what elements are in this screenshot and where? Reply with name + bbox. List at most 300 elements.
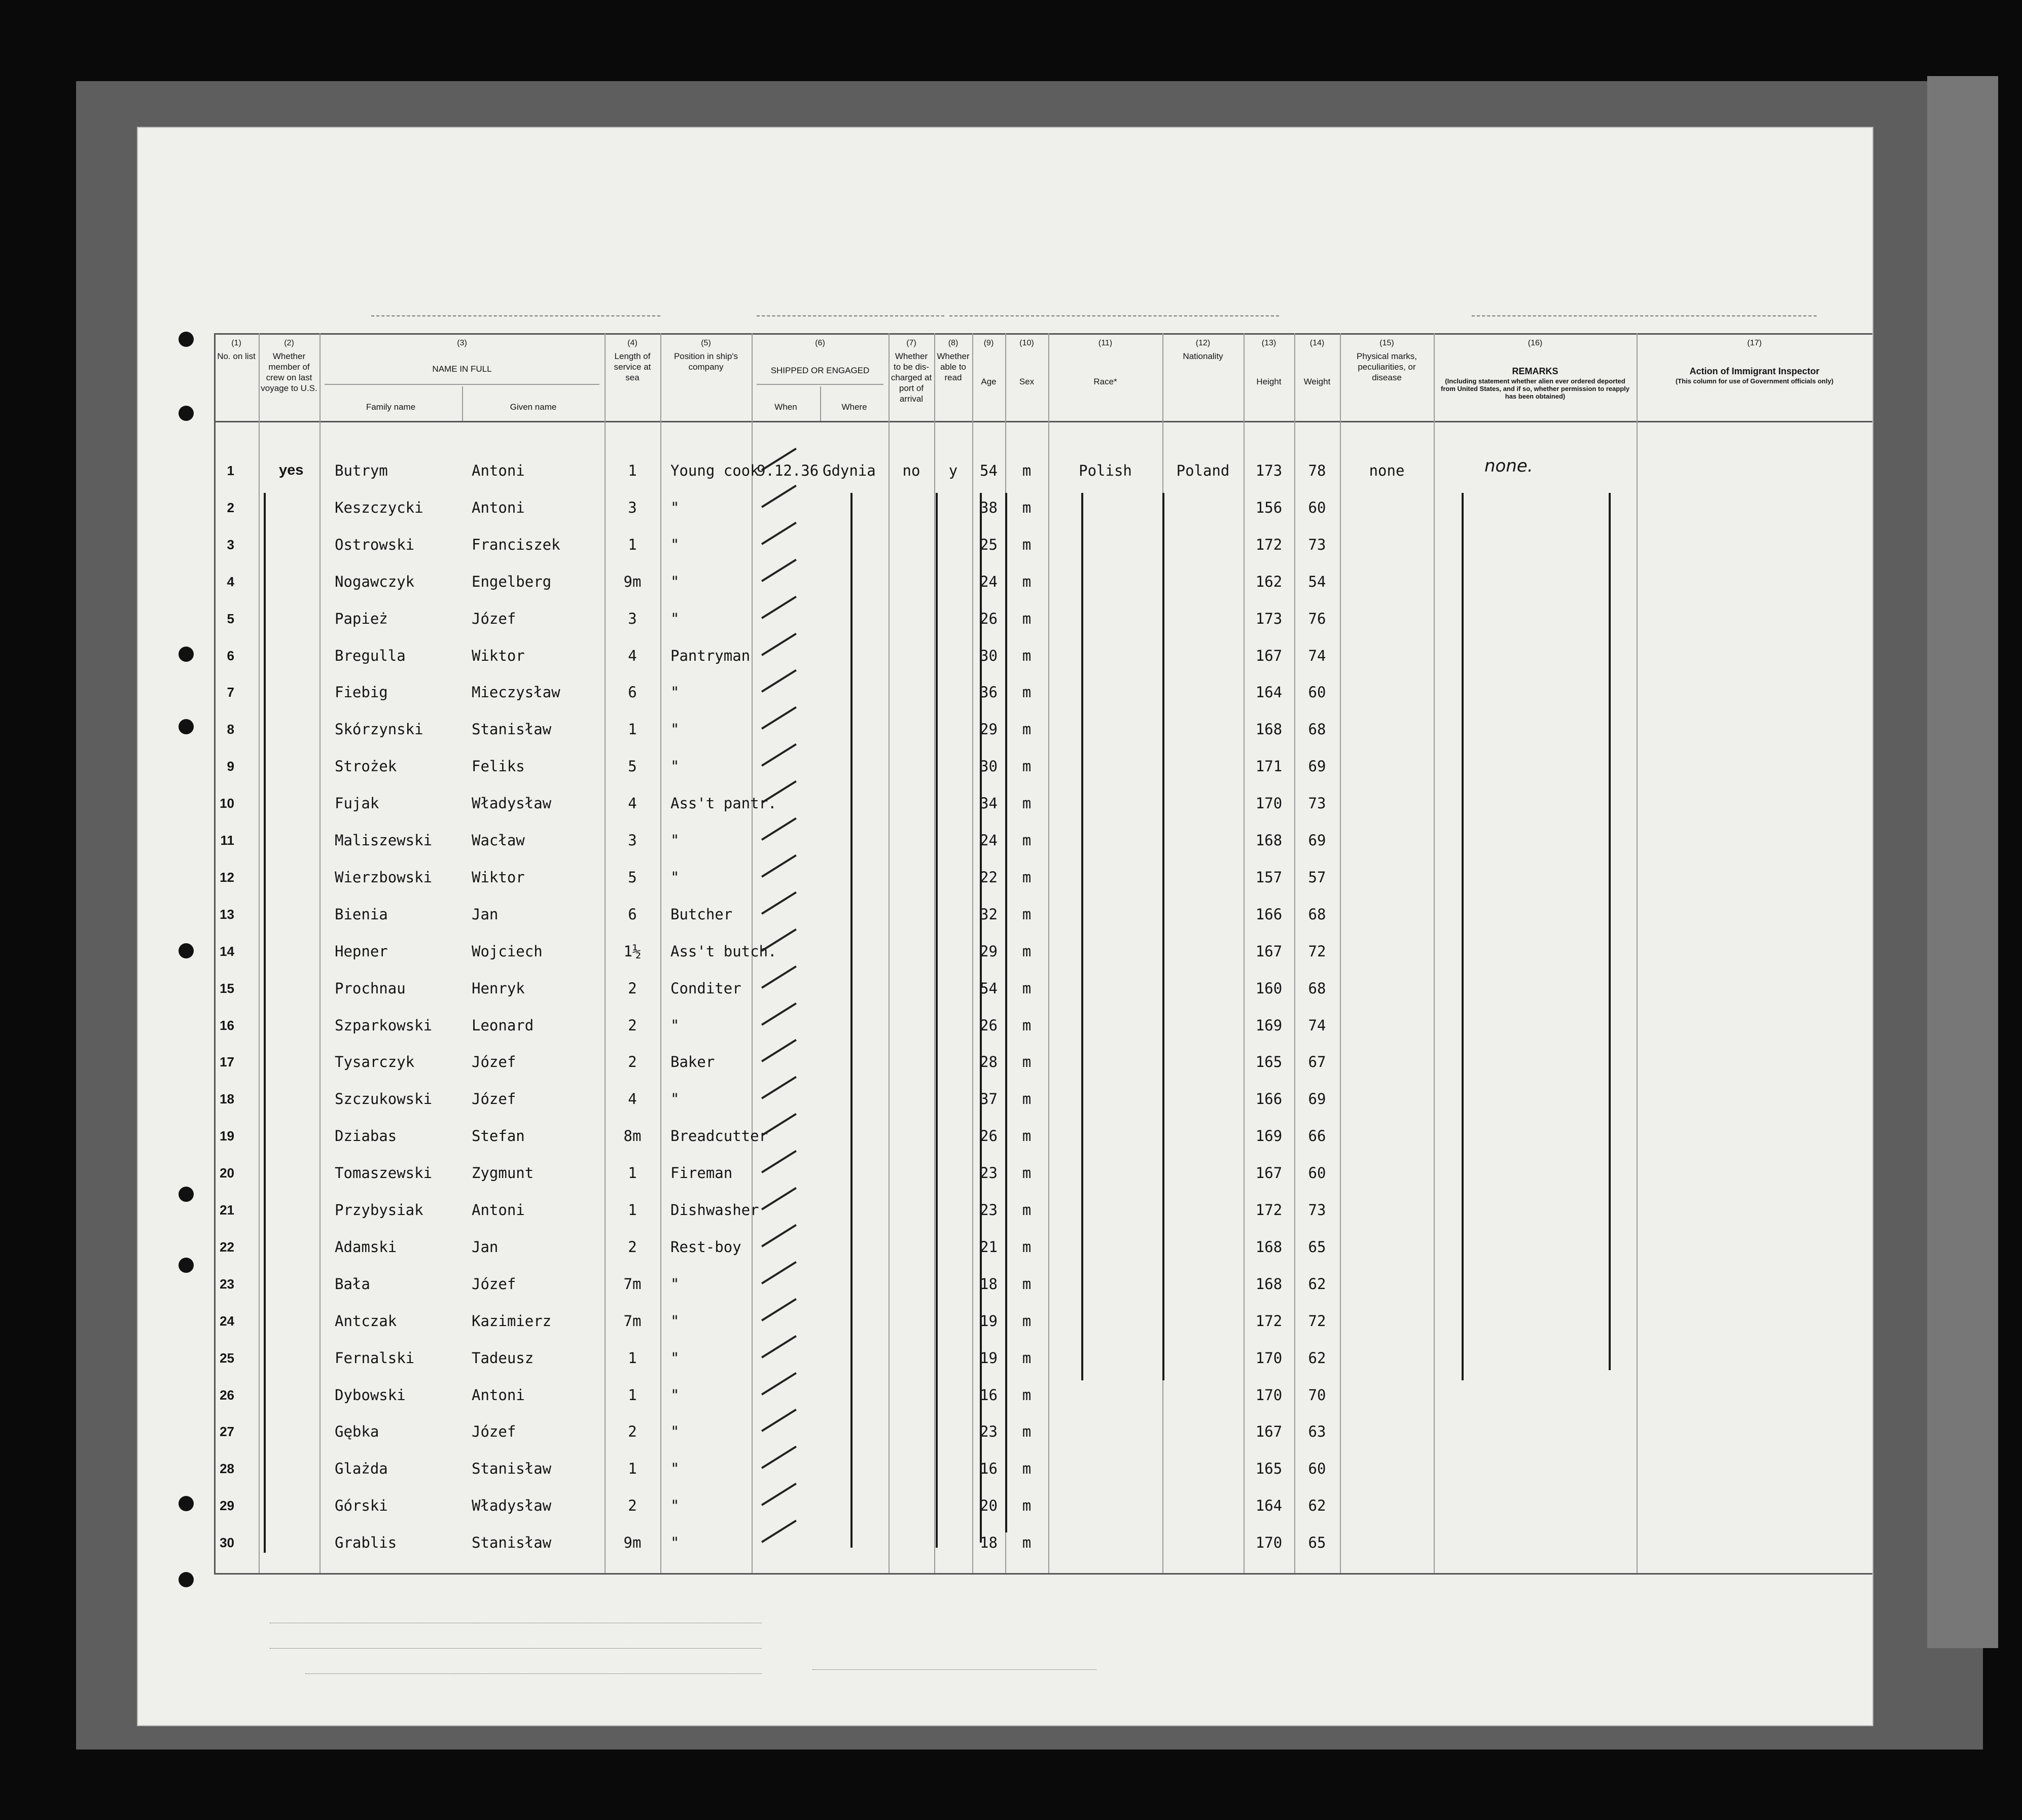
cell-position: "	[670, 758, 680, 775]
table-top-rule	[214, 333, 1872, 335]
cell-height: 160	[1255, 979, 1283, 997]
cell-sex: m	[1022, 1497, 1032, 1515]
cell-age: 29	[980, 721, 998, 738]
cell-sex: m	[1022, 1201, 1032, 1219]
column-divider	[1637, 333, 1638, 1573]
cell-height: 170	[1255, 1534, 1283, 1552]
column-header: Action of Immigrant Inspector	[1689, 366, 1820, 376]
cell-service: 6	[628, 905, 637, 923]
cell-height: 167	[1255, 647, 1283, 664]
cell-given: Henryk	[472, 979, 525, 997]
signature-line	[812, 1669, 1096, 1670]
cell-position: "	[670, 1090, 680, 1108]
service-check-mark	[761, 966, 797, 989]
cell-sex: m	[1022, 610, 1032, 627]
cell-height: 169	[1255, 1127, 1283, 1145]
cell-sex: m	[1022, 1238, 1032, 1256]
column-number: (10)	[1019, 339, 1034, 347]
cell-service: 4	[628, 795, 637, 812]
cell-age: 23	[980, 1201, 998, 1219]
column-number: (8)	[948, 339, 959, 347]
vessel-underline	[371, 315, 660, 316]
cell-weight: 65	[1308, 1534, 1326, 1552]
column-number: (12)	[1195, 339, 1211, 347]
cell-family: Bienia	[335, 905, 388, 923]
cell-position: Pantryman	[670, 647, 751, 664]
cell-age: 23	[980, 1164, 998, 1182]
cell-given: Józef	[472, 1423, 516, 1441]
column-header: Weight	[1303, 377, 1331, 386]
cell-position: "	[670, 868, 680, 886]
column-header: No. on list	[217, 351, 256, 361]
cell-weight: 67	[1308, 1053, 1326, 1071]
cell-weight: 69	[1308, 832, 1326, 849]
cell-family: Fernalski	[335, 1349, 415, 1367]
cell-family: Antczak	[335, 1312, 397, 1330]
ditto-line	[1462, 493, 1464, 1380]
column-number: (14)	[1309, 339, 1325, 347]
cell-position: "	[670, 684, 680, 701]
cell-given: Stefan	[472, 1127, 525, 1145]
cell-age: 38	[980, 498, 998, 516]
service-check-mark	[761, 743, 797, 767]
cell-age: 23	[980, 1423, 998, 1441]
cell-weight: 57	[1308, 868, 1326, 886]
cell-height: 173	[1255, 462, 1283, 479]
cell-age: 16	[980, 1386, 998, 1404]
cell-sex: m	[1022, 758, 1032, 775]
cell-height: 172	[1255, 1312, 1283, 1330]
cell-sex: m	[1022, 536, 1032, 553]
column-number: (11)	[1098, 339, 1113, 347]
service-check-mark	[761, 817, 797, 841]
owners-field	[270, 1648, 762, 1649]
cell-weight: 68	[1308, 721, 1326, 738]
column-divider	[1434, 333, 1435, 1573]
cell-family: Szparkowski	[335, 1016, 433, 1034]
cell-weight: 63	[1308, 1423, 1326, 1441]
cell-weight: 74	[1308, 1016, 1326, 1034]
cell-service: 3	[628, 610, 637, 627]
cell-family: Maliszewski	[335, 832, 433, 849]
cell-given: Jan	[472, 1238, 499, 1256]
cell-family: Adamski	[335, 1238, 397, 1256]
service-check-mark	[761, 632, 797, 656]
cell-service: 7m	[623, 1312, 642, 1330]
cell-position: "	[670, 1016, 680, 1034]
table-header-rule	[214, 421, 1872, 422]
cell-height: 172	[1255, 536, 1283, 553]
row-number: 28	[220, 1461, 234, 1477]
cell-weight: 72	[1308, 942, 1326, 960]
cell-sex: m	[1022, 1127, 1032, 1145]
service-check-mark	[761, 596, 797, 619]
cell-age: 21	[980, 1238, 998, 1256]
cell-sex: m	[1022, 1312, 1032, 1330]
column-header: Nationality	[1183, 351, 1223, 361]
cell-sex: m	[1022, 1164, 1032, 1182]
cell-family: Górski	[335, 1497, 388, 1515]
cell-position: "	[670, 832, 680, 849]
service-check-mark	[761, 1150, 797, 1173]
row-number: 6	[227, 648, 234, 663]
cell-remarks: none.	[1484, 456, 1533, 476]
cell-sex: m	[1022, 1349, 1032, 1367]
punch-hole	[179, 406, 194, 421]
cell-service: 5	[628, 758, 637, 775]
cell-age: 24	[980, 573, 998, 590]
row-number: 27	[220, 1424, 234, 1440]
cell-height: 167	[1255, 1423, 1283, 1441]
cell-family: Bregulla	[335, 647, 406, 664]
cell-position: Young cook	[670, 462, 759, 479]
cell-position: "	[670, 1349, 680, 1367]
cell-height: 171	[1255, 758, 1283, 775]
cell-height: 164	[1255, 1497, 1283, 1515]
cell-family: Prochnau	[335, 979, 406, 997]
column-divider	[259, 333, 260, 1573]
cell-family: Bała	[335, 1275, 370, 1293]
cell-weight: 68	[1308, 905, 1326, 923]
cell-sex: m	[1022, 942, 1032, 960]
cell-family: Strożek	[335, 758, 397, 775]
scan-edge	[1927, 76, 1998, 1648]
from-port-underline	[1472, 315, 1817, 316]
cell-weight: 70	[1308, 1386, 1326, 1404]
punch-hole	[179, 943, 194, 958]
service-check-mark	[761, 1483, 797, 1506]
row-number: 29	[220, 1498, 234, 1514]
row-number: 15	[220, 980, 234, 996]
cell-given: Stanisław	[472, 721, 552, 738]
cell-sex: m	[1022, 1534, 1032, 1552]
cell-age: 25	[980, 536, 998, 553]
column-number: (6)	[815, 339, 825, 347]
cell-given: Kazimierz	[472, 1312, 552, 1330]
service-check-mark	[761, 891, 797, 915]
cell-weight: 74	[1308, 647, 1326, 664]
cell-sex: m	[1022, 979, 1032, 997]
cell-sex: m	[1022, 1275, 1032, 1293]
service-check-mark	[761, 1446, 797, 1469]
cell-height: 167	[1255, 1164, 1283, 1182]
cell-position: "	[670, 1386, 680, 1404]
cell-weight: 54	[1308, 573, 1326, 590]
service-check-mark	[761, 559, 797, 582]
table-bottom-rule	[214, 1573, 1872, 1575]
cell-position: Rest-boy	[670, 1238, 741, 1256]
cell-sex: m	[1022, 795, 1032, 812]
cell-service: 1	[628, 721, 637, 738]
cell-age: 26	[980, 1127, 998, 1145]
cell-position: "	[670, 1534, 680, 1552]
column-header: Height	[1256, 377, 1282, 386]
service-check-mark	[761, 706, 797, 730]
cell-height: 157	[1255, 868, 1283, 886]
cell-weight: 66	[1308, 1127, 1326, 1145]
cell-height: 156	[1255, 498, 1283, 516]
cell-age: 29	[980, 942, 998, 960]
cell-weight: 60	[1308, 1164, 1326, 1182]
row-number: 14	[220, 943, 234, 959]
cell-sex: m	[1022, 1053, 1032, 1071]
column-divider	[889, 333, 890, 1573]
cell-given: Józef	[472, 1090, 516, 1108]
column-header: Length of service at sea	[614, 351, 651, 382]
column-header: REMARKS	[1512, 366, 1558, 376]
cell-position: "	[670, 1497, 680, 1515]
row-number: 26	[220, 1387, 234, 1403]
cell-sex: m	[1022, 1460, 1032, 1478]
cell-service: 3	[628, 832, 637, 849]
cell-service: 1	[628, 1201, 637, 1219]
service-check-mark	[761, 1409, 797, 1432]
cell-service: 3	[628, 498, 637, 516]
row-number: 4	[227, 574, 234, 589]
row-number: 13	[220, 906, 234, 922]
column-header: Race*	[1093, 377, 1117, 386]
cell-given: Jan	[472, 905, 499, 923]
cell-service: 2	[628, 1238, 637, 1256]
service-check-mark	[761, 1298, 797, 1322]
row-number: 22	[220, 1239, 234, 1255]
cell-age: 54	[980, 462, 998, 479]
cell-age: 22	[980, 868, 998, 886]
cell-service: 9m	[623, 573, 642, 590]
column-divider	[934, 333, 935, 1573]
column-number: (3)	[457, 339, 467, 347]
cell-height: 164	[1255, 684, 1283, 701]
cell-given: Leonard	[472, 1016, 534, 1034]
cell-family: Tysarczyk	[335, 1053, 415, 1071]
row-number: 19	[220, 1128, 234, 1144]
cell-height: 173	[1255, 610, 1283, 627]
service-check-mark	[761, 1335, 797, 1359]
cell-given: Antoni	[472, 462, 525, 479]
cell-family: Ostrowski	[335, 536, 415, 553]
cell-height: 165	[1255, 1460, 1283, 1478]
cell-age: 36	[980, 684, 998, 701]
arriving-underline	[757, 315, 944, 316]
cell-age: 19	[980, 1312, 998, 1330]
cell-weight: 60	[1308, 498, 1326, 516]
cell-service: 8m	[623, 1127, 642, 1145]
row-number: 2	[227, 499, 234, 515]
cell-age: 30	[980, 647, 998, 664]
cell-age: 26	[980, 610, 998, 627]
service-check-mark	[761, 669, 797, 693]
cell-age: 24	[980, 832, 998, 849]
cell-age: 18	[980, 1534, 998, 1552]
row-number: 11	[220, 833, 234, 848]
cell-sex: m	[1022, 647, 1032, 664]
cell-given: Antoni	[472, 1386, 525, 1404]
ditto-line	[1162, 493, 1164, 1380]
cell-position: "	[670, 498, 680, 516]
cell-given: Wiktor	[472, 647, 525, 664]
cell-family: Keszczycki	[335, 498, 423, 516]
ditto-line	[264, 493, 266, 1553]
row-number: 12	[220, 869, 234, 885]
cell-service: 1	[628, 536, 637, 553]
cell-family: Dziabas	[335, 1127, 397, 1145]
cell-family: Dybowski	[335, 1386, 406, 1404]
cell-position: Baker	[670, 1053, 715, 1071]
cell-service: 4	[628, 1090, 637, 1108]
cell-age: 54	[980, 979, 998, 997]
row-number: 9	[227, 759, 234, 774]
cell-sex: m	[1022, 498, 1032, 516]
column-subheader: Family name	[366, 402, 416, 412]
cell-age: 28	[980, 1053, 998, 1071]
cell-height: 168	[1255, 721, 1283, 738]
cell-race: Polish	[1079, 462, 1132, 479]
cell-position: "	[670, 536, 680, 553]
cell-position: Ass't butch.	[670, 942, 777, 960]
row-number: 16	[220, 1017, 234, 1033]
cell-sex: m	[1022, 1386, 1032, 1404]
ditto-line	[850, 493, 853, 1548]
punch-hole	[179, 1496, 194, 1511]
cell-marks: none	[1369, 462, 1405, 479]
cell-service: 7m	[623, 1275, 642, 1293]
cell-given: Wiktor	[472, 868, 525, 886]
row-number: 23	[220, 1276, 234, 1292]
cell-discharged: no	[902, 462, 920, 479]
service-check-mark	[761, 1224, 797, 1247]
cell-service: 5	[628, 868, 637, 886]
cell-sex: m	[1022, 573, 1032, 590]
service-check-mark	[761, 1113, 797, 1136]
cell-weight: 78	[1308, 462, 1326, 479]
row-number: 3	[227, 537, 234, 552]
cell-service: 2	[628, 979, 637, 997]
date-underline	[949, 315, 1279, 316]
service-check-mark	[761, 1002, 797, 1025]
cell-crew: yes	[279, 462, 304, 478]
cell-service: 1½	[623, 942, 642, 960]
cell-given: Stanisław	[472, 1460, 552, 1478]
cell-family: Nogawczyk	[335, 573, 415, 590]
cell-given: Wacław	[472, 832, 525, 849]
cell-given: Władysław	[472, 795, 552, 812]
cell-height: 168	[1255, 1275, 1283, 1293]
cell-age: 16	[980, 1460, 998, 1478]
cell-height: 170	[1255, 1386, 1283, 1404]
cell-age: 30	[980, 758, 998, 775]
cell-given: Zygmunt	[472, 1164, 534, 1182]
cell-service: 2	[628, 1016, 637, 1034]
column-note: (This column for use of Government officials only)	[1675, 377, 1834, 385]
cell-position: Ass't pantr.	[670, 795, 777, 812]
cell-age: 34	[980, 795, 998, 812]
cell-service: 2	[628, 1497, 637, 1515]
column-number: (16)	[1528, 339, 1543, 347]
row-number: 7	[227, 685, 234, 700]
column-number: (7)	[906, 339, 916, 347]
row-number: 20	[220, 1165, 234, 1181]
cell-family: Przybysiak	[335, 1201, 423, 1219]
cell-given: Tadeusz	[472, 1349, 534, 1367]
cell-position: Breadcutter	[670, 1127, 768, 1145]
cell-sex: m	[1022, 832, 1032, 849]
cell-position: Butcher	[670, 905, 733, 923]
cell-height: 162	[1255, 573, 1283, 590]
cell-family: Szczukowski	[335, 1090, 433, 1108]
cell-weight: 60	[1308, 684, 1326, 701]
service-check-mark	[761, 1520, 797, 1543]
cell-given: Józef	[472, 1053, 516, 1071]
row-number: 24	[220, 1313, 234, 1329]
cell-height: 166	[1255, 1090, 1283, 1108]
ditto-line	[1005, 493, 1007, 1532]
cell-given: Józef	[472, 610, 516, 627]
column-divider	[1048, 333, 1049, 1573]
punch-hole	[179, 332, 194, 347]
cell-sex: m	[1022, 684, 1032, 701]
cell-sex: m	[1022, 905, 1032, 923]
punch-hole	[179, 647, 194, 662]
cell-given: Franciszek	[472, 536, 560, 553]
row-number: 5	[227, 611, 234, 626]
column-number: (1)	[231, 339, 241, 347]
ditto-line	[936, 493, 938, 1548]
service-check-mark	[761, 485, 797, 508]
cell-service: 1	[628, 1164, 637, 1182]
cell-sex: m	[1022, 462, 1032, 479]
cell-height: 168	[1255, 1238, 1283, 1256]
service-check-mark	[761, 1187, 797, 1210]
cell-sex: m	[1022, 721, 1032, 738]
column-header-rule	[325, 384, 599, 385]
local-agents-field	[305, 1673, 762, 1674]
punch-hole	[179, 719, 194, 734]
service-check-mark	[761, 1076, 797, 1099]
column-header: Whether member of crew on last voyage to U.S.	[261, 351, 317, 393]
cell-given: Feliks	[472, 758, 525, 775]
column-number: (9)	[983, 339, 994, 347]
subcolumn-divider	[820, 386, 821, 421]
cell-family: Wierzbowski	[335, 868, 433, 886]
service-check-mark	[761, 522, 797, 545]
cell-position: "	[670, 721, 680, 738]
cell-given: Stanisław	[472, 1534, 552, 1552]
cell-position: Conditer	[670, 979, 741, 997]
service-check-mark	[761, 1261, 797, 1284]
column-number: (15)	[1379, 339, 1394, 347]
cell-sex: m	[1022, 1016, 1032, 1034]
column-subheader: Where	[841, 402, 867, 412]
cell-age: 18	[980, 1275, 998, 1293]
cell-position: "	[670, 610, 680, 627]
cell-weight: 60	[1308, 1460, 1326, 1478]
cell-weight: 69	[1308, 1090, 1326, 1108]
cell-weight: 73	[1308, 795, 1326, 812]
cell-height: 170	[1255, 795, 1283, 812]
row-number: 30	[220, 1535, 234, 1551]
column-number: (2)	[284, 339, 294, 347]
cell-weight: 73	[1308, 1201, 1326, 1219]
column-header-rule	[757, 384, 883, 385]
manifest-sheet	[137, 127, 1873, 1726]
column-divider	[660, 333, 661, 1573]
cell-position: "	[670, 1275, 680, 1293]
cell-position: Dishwasher	[670, 1201, 759, 1219]
cell-read: y	[948, 462, 958, 479]
cell-height: 170	[1255, 1349, 1283, 1367]
cell-nationality: Poland	[1176, 462, 1230, 479]
cell-family: Tomaszewski	[335, 1164, 433, 1182]
